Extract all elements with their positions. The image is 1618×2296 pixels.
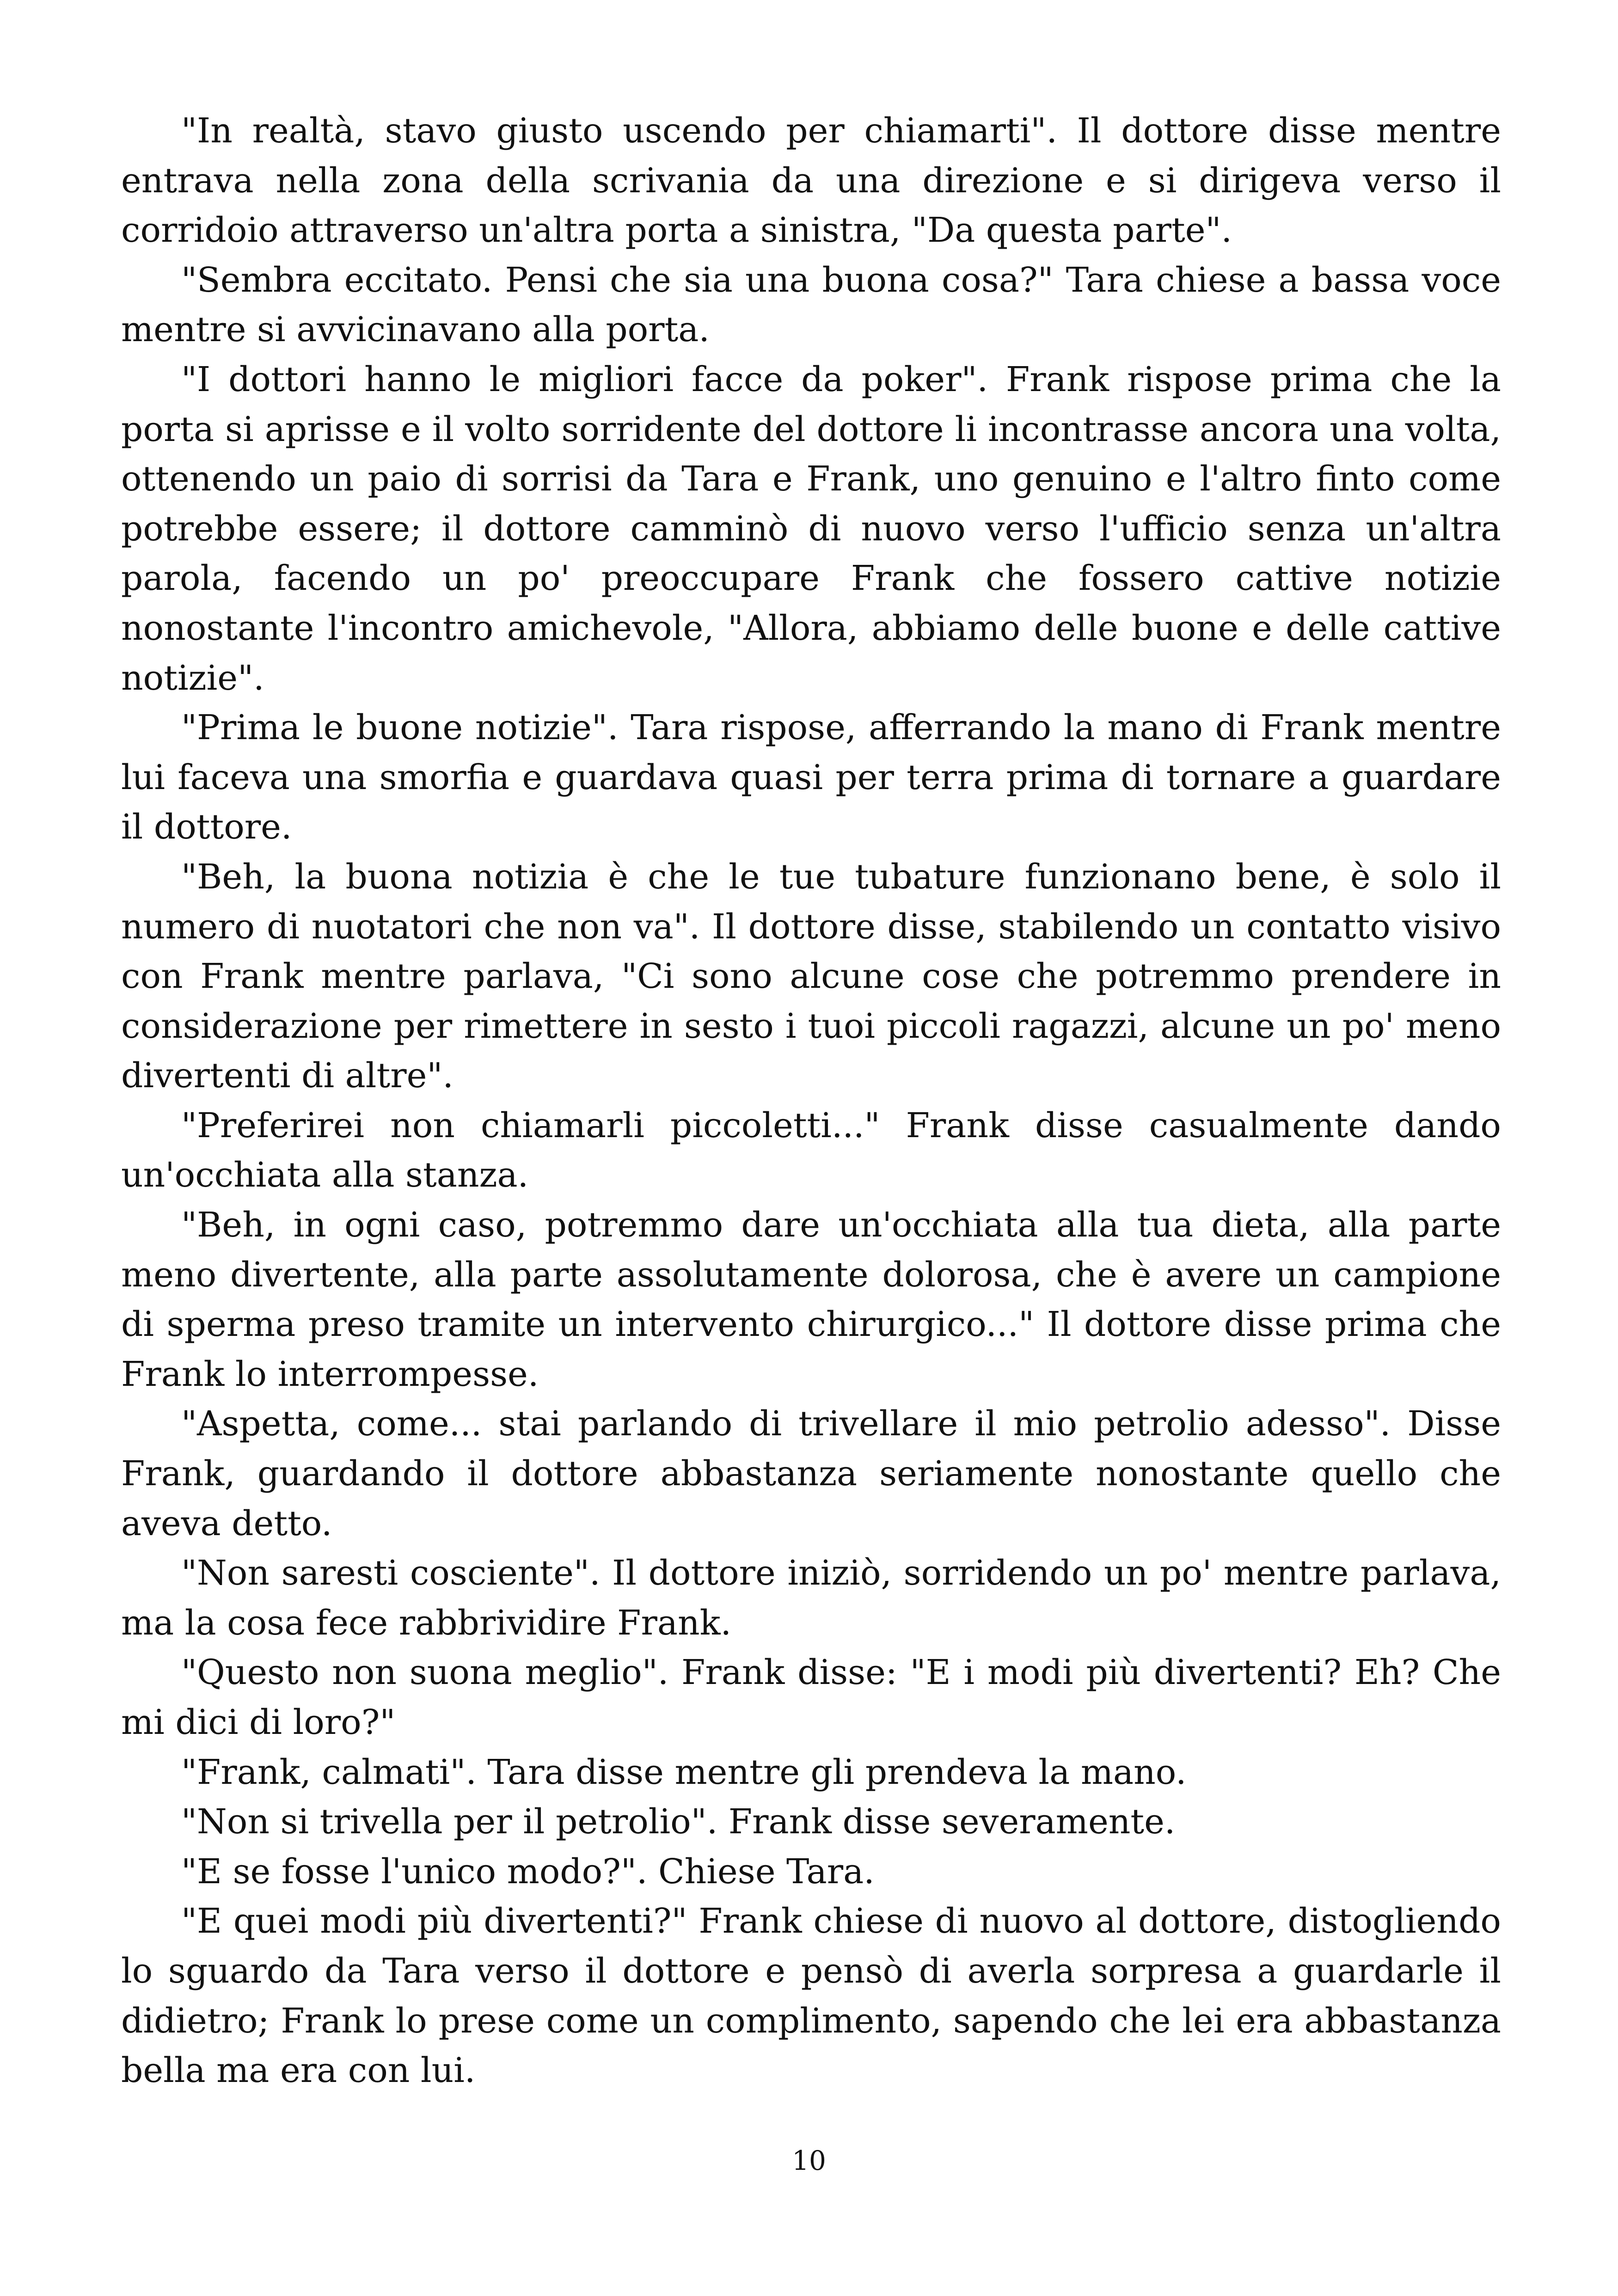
body-text (121, 106, 1501, 2096)
paragraph: "E se fosse l'unico modo?". Chiese Tara. (181, 1851, 875, 1892)
paragraph: "Sembra eccitato. Pensi che sia una buona cosa?" Tara chiese a bassa voce mentre si avvicinavano alla porta. (121, 260, 1501, 350)
paragraph: "Non saresti cosciente". Il dottore iniziò, sorridendo un po' mentre parlava, ma la cosa fece rabbrividire Frank. (121, 1553, 1501, 1643)
paragraph: "Preferirei non chiamarli piccoletti..." Frank disse casualmente dando un'occhiata alla stanza. (121, 1105, 1501, 1195)
paragraph: "I dottori hanno le migliori facce da poker". Frank rispose prima che la porta si aprisse e il volto sorridente del dottore li incontrasse ancora una volta, ottenendo un paio di sorrisi da Tara e Frank, uno genuino e l'altro finto come potrebbe essere; il dottore camminò di nuovo verso l'ufficio senza un'altra parola, facendo un po' preoccupare Frank che fossero cattive notizie nonostante l'incontro amichevole, "Allora, abbiamo delle buone e delle cattive notizie". (121, 359, 1501, 698)
paragraph: "Beh, in ogni caso, potremmo dare un'occhiata alla tua dieta, alla parte meno divertente, alla parte assolutamente dolorosa, che è avere un campione di sperma preso tramite un intervento chirurgico..." Il dottore disse prima che Frank lo interrompesse. (121, 1205, 1501, 1394)
paragraph: "Beh, la buona notizia è che le tue tubature funzionano bene, è solo il numero di nuotatori che non va". Il dottore disse, stabilendo un contatto visivo con Frank mentre parlava, "Ci sono alcune cose che potremmo prendere in considerazione per rimettere in sesto i tuoi piccoli ragazzi, alcune un po' meno divertenti di altre". (121, 857, 1501, 1096)
paragraph: "E quei modi più divertenti?" Frank chiese di nuovo al dottore, distogliendo lo sguardo da Tara verso il dottore e pensò di averla sorpresa a guardarle il didietro; Frank lo prese come un complimento, sapendo che lei era abbastanza bella ma era con lui. (121, 1901, 1501, 2091)
page-number: 10 (792, 2145, 826, 2176)
paragraph: "Non si trivella per il petrolio". Frank disse severamente. (181, 1802, 1176, 1842)
paragraph: "Prima le buone notizie". Tara rispose, afferrando la mano di Frank mentre lui faceva una smorfia e guardava quasi per terra prima di tornare a guardare il dottore. (121, 708, 1501, 847)
paragraph: "Aspetta, come... stai parlando di trivellare il mio petrolio adesso". Disse Frank, guardando il dottore abbastanza seriamente nonostante quello che aveva detto. (121, 1404, 1501, 1543)
paragraph: "Frank, calmati". Tara disse mentre gli prendeva la mano. (181, 1752, 1187, 1792)
paragraph: "Questo non suona meglio". Frank disse: "E i modi più divertenti? Eh? Che mi dici di loro?" (121, 1653, 1501, 1742)
paragraph: "In realtà, stavo giusto uscendo per chiamarti". Il dottore disse mentre entrava nella zona della scrivania da una direzione e si dirigeva verso il corridoio attraverso un'altra porta a sinistra, "Da questa parte". (121, 111, 1501, 251)
